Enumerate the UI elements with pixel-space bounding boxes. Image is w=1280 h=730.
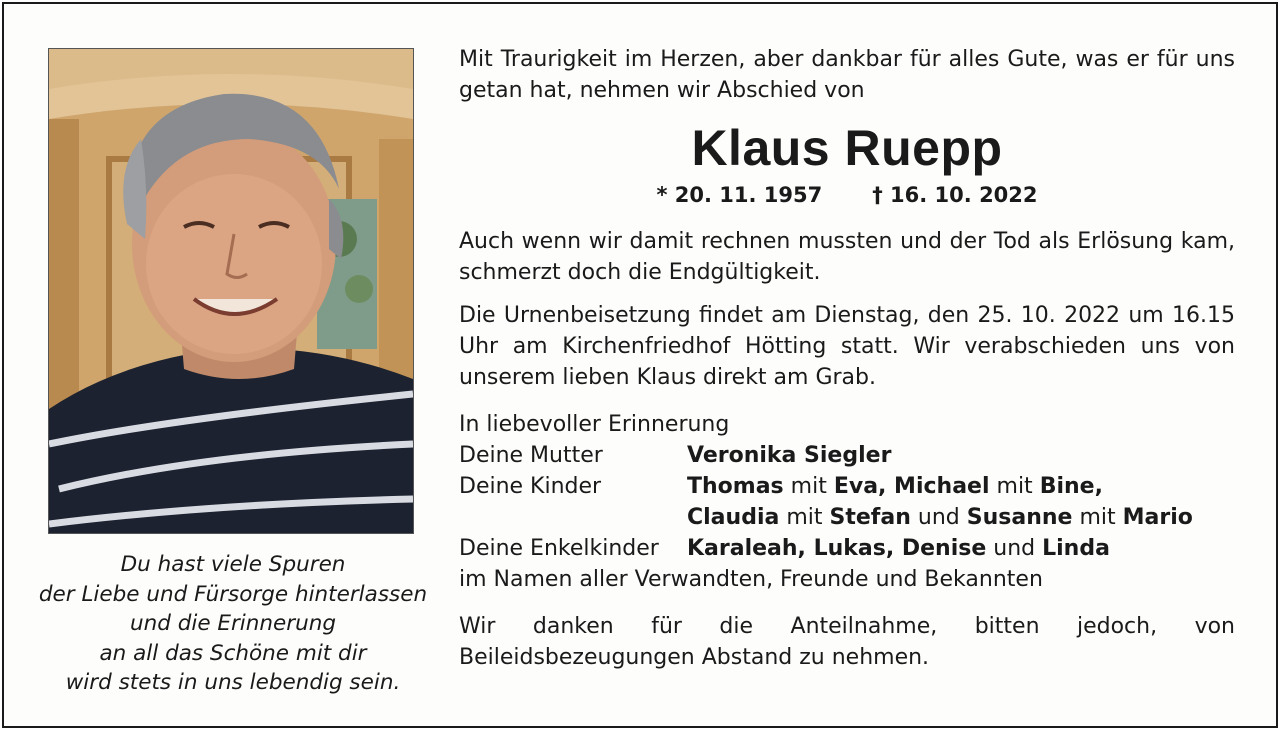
paragraph-funeral: Die Urnenbeisetzung findet am Dienstag, den 25. 10. 2022 um 16.15 Uhr am Kirchenfriedhof Hötting statt. Wir verabschieden uns von unserem lieben Klaus direkt am Grab. (459, 303, 1235, 390)
family-names: Karaleah, Lukas, Denise und Linda (687, 536, 1110, 561)
family-names: Veronika Siegler (687, 443, 892, 468)
obituary-card (2, 2, 1278, 728)
death-date: † 16. 10. 2022 (872, 183, 1038, 207)
family-names: Thomas mit Eva, Michael mit Bine, (687, 474, 1103, 499)
birth-date: * 20. 11. 1957 (656, 183, 823, 207)
portrait-photo (48, 48, 414, 534)
relatives-line: im Namen aller Verwandten, Freunde und Bekannten (459, 567, 1043, 592)
thanks-text: Wir danken für die Anteilnahme, bitten jedoch, von Beileidsbezeugungen Abstand zu nehmen. (459, 614, 1235, 670)
life-dates (459, 180, 1235, 210)
obituary-text (459, 44, 1235, 673)
family-label: Deine Mutter (459, 443, 603, 468)
family-row-mother (459, 440, 1235, 471)
intro-text: Mit Traurigkeit im Herzen, aber dankbar für alles Gute, was er für uns getan hat, nehmen wir Abschied von (459, 47, 1235, 103)
memorial-poem (14, 550, 452, 698)
portrait-illustration (49, 49, 413, 533)
family-row-grandchildren (459, 533, 1235, 564)
deceased-name: Klaus Ruepp (691, 120, 1003, 176)
family-label: Deine Enkelkinder (459, 536, 659, 561)
family-row-children-2 (459, 502, 1235, 533)
poem-line: und die Erinnerung (129, 611, 337, 636)
family-names: Claudia mit Stefan und Susanne mit Mario (687, 505, 1193, 530)
poem-line: der Liebe und Fürsorge hinterlassen (38, 581, 428, 607)
poem-line: wird stets in uns lebendig sein. (65, 670, 401, 695)
poem-line: an all das Schöne mit dir (99, 640, 367, 666)
family-row-children (459, 471, 1235, 502)
family-label: Deine Kinder (459, 474, 602, 499)
poem-line: Du hast viele Spuren (120, 552, 346, 577)
paragraph-acceptance: Auch wenn wir damit rechnen mussten und der Tod als Erlösung kam, schmerzt doch die Endgültigkeit. (459, 229, 1235, 285)
memory-heading: In liebevoller Erinnerung (459, 412, 730, 437)
